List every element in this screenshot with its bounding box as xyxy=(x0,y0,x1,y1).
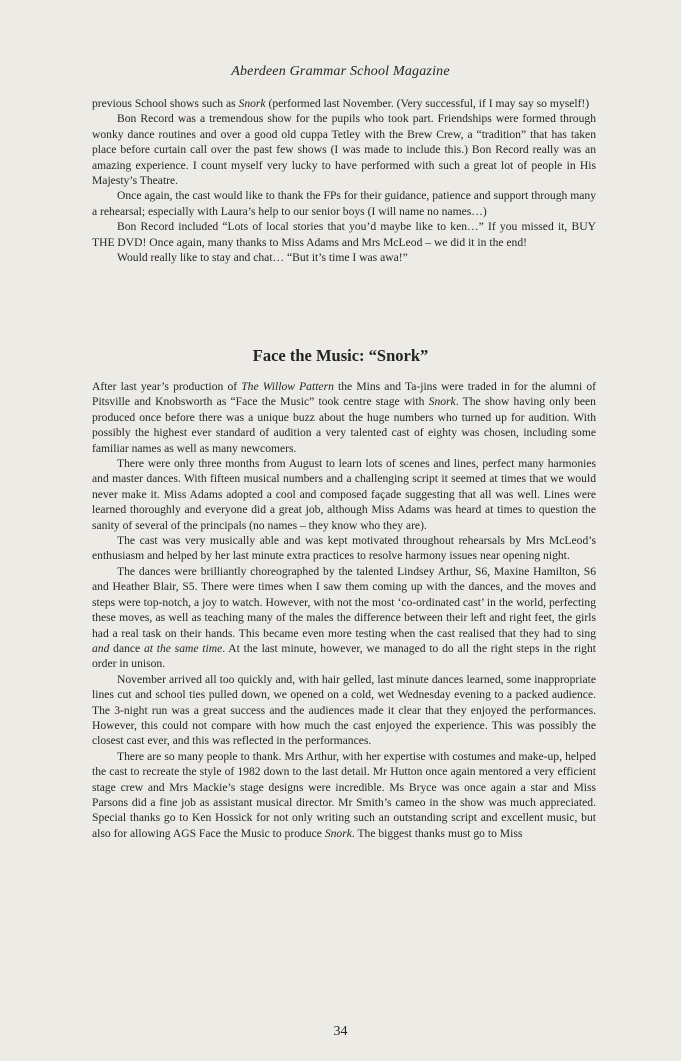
paragraph: previous School shows such as Snork (performed last November. (Very successful, if I may say so myself!) xyxy=(92,97,590,110)
paragraph: The dances were brilliantly choreographed by the talented Lindsey Arthur, S6, Maxine Hamilton, S6 and Heather Blair, S5. There were times when I saw them coming up with the dances, and the moves and steps were top-notch, a joy to watch. However, with not the most ‘co-ordinated cast’ in the world, perfecting these moves, as well as teaching many of the males the difference between their left and right feet, the girls had a real task on their hands. This became even more testing when the cast realised that they had to sing and dance at the same time. At the last minute, however, we managed to do all the right steps in the right order in unison. xyxy=(92,564,596,671)
italic-text: at the same time xyxy=(143,641,223,655)
paragraph: Once again, the cast would like to thank the FPs for their guidance, patience and support through many a rehearsal; especially with Laura’s help to our senior boys (I will name no names…) xyxy=(92,189,596,218)
paragraph: After last year’s production of The Willow Pattern the Mins and Ta-jins were traded in for the alumni of Pitsville and Knobsworth as “Face the Music” took centre stage with Snork. The show having only been produced once before there was a unique buzz about the huge numbers who turned up for audition. With possibly the highest ever standard of audition a very talented cast of eighty was chosen, including some familiar names as well as many newcomers. xyxy=(92,380,596,455)
article-body xyxy=(92,379,596,841)
paragraph: There were only three months from August to learn lots of scenes and lines, perfect many harmonies and master dances. With fifteen musical numbers and a challenging script it seemed at times that we would never make it. Miss Adams adopted a cool and composed façade suggesting that all was well. Lines were learned thoroughly and everyone did a great job, although Miss Adams was heard at times to question the sanity of several of the principals (no names – they know who they are). xyxy=(92,457,596,532)
paragraph: Bon Record was a tremendous show for the pupils who took part. Friendships were formed through wonky dance routines and over a good old cuppa Tetley with the Brew Crew, a “tradition” that has taken place before curtain call over the past few shows (I was made to include this.) Bon Record really was an amazing experience. I count myself very lucky to have performed with such a great lot of people in His Majesty’s Theatre. xyxy=(92,112,596,188)
paragraph: Would really like to stay and chat… “But it’s time I was awa!” xyxy=(117,251,408,265)
running-header: Aberdeen Grammar School Magazine xyxy=(231,64,450,79)
italic-text: The Willow Pattern xyxy=(241,380,334,393)
previous-article-continuation xyxy=(92,96,596,265)
page-number: 34 xyxy=(333,1024,348,1039)
paragraph: November arrived all too quickly and, with hair gelled, last minute dances learned, some inappropriate lines cut and school ties pulled down, we opened on a cold, wet Wednesday evening to a packed audience. The 3-night run was a great success and the audiences made it clear that they enjoyed the performances. However, this could not compare with how much the cast enjoyed the experience. This was possibly the closest cast ever, and this was reflected in the performances. xyxy=(92,672,596,748)
paragraph: There are so many people to thank. Mrs Arthur, with her expertise with costumes and make-up, helped the cast to recreate the style of 1982 down to the last detail. Mr Hutton once again mentored a very efficient stage crew and Mrs Mackie’s stage designs were incredible. Ms Bryce was once again a star and Miss Parsons did a fine job as assistant musical director. Mr Smith’s cameo in the show was much appreciated. Special thanks go to Ken Hossick for not only writing such an outstanding script and excellent music, but also for allowing AGS Face the Music to produce Snork. The biggest thanks must go to Miss xyxy=(92,749,596,840)
article-title: Face the Music: “Snork” xyxy=(252,346,429,365)
italic-text: Snork xyxy=(324,826,352,840)
paragraph: The cast was very musically able and was kept motivated throughout rehearsals by Mrs McLeod’s enthusiasm and helped by her last minute extra practices to resolve harmony issues near opening night. xyxy=(92,534,596,563)
italic-text: Snork xyxy=(238,97,266,110)
italic-text: and xyxy=(92,641,110,655)
italic-text: Snork xyxy=(428,395,456,409)
paragraph: Bon Record included “Lots of local stories that you’d maybe like to ken…” If you missed it, BUY THE DVD! Once again, many thanks to Miss Adams and Mrs McLeod – we did it in the end! xyxy=(92,220,596,249)
